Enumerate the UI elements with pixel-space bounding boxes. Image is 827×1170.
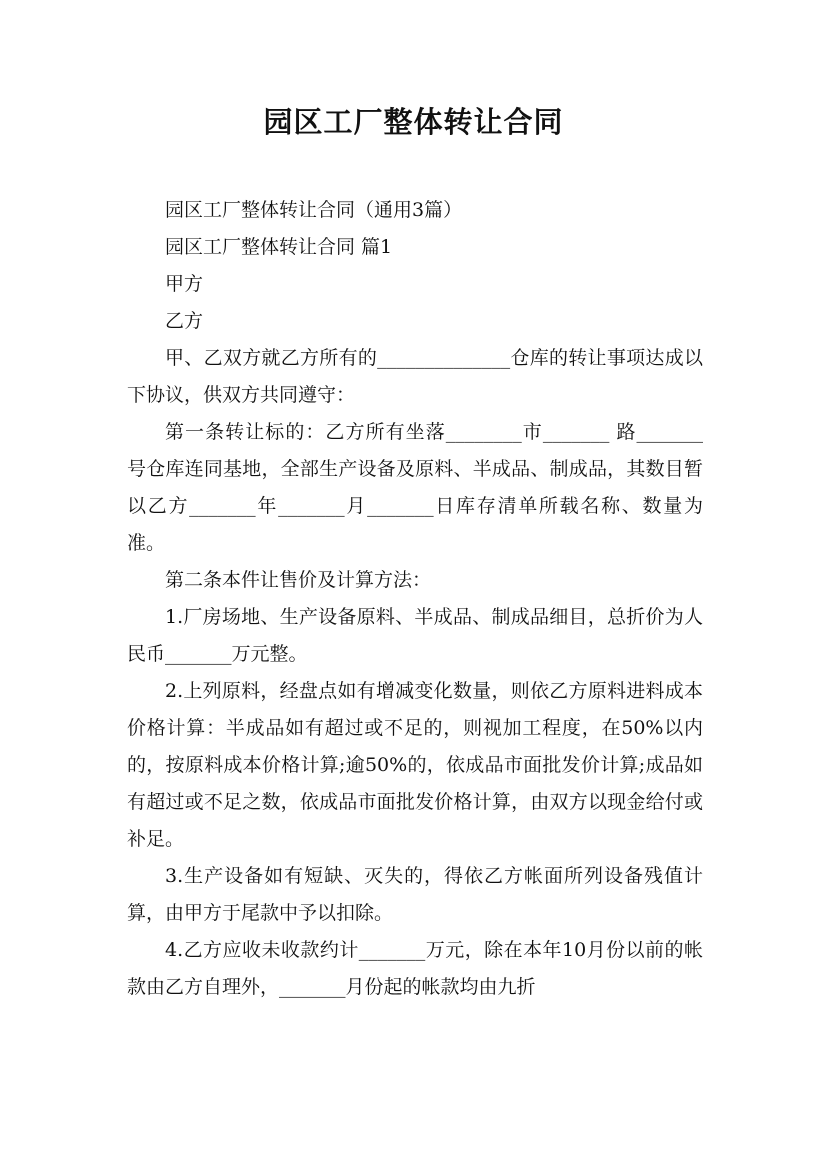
paragraph-article-2: 第二条本件让售价及计算方法： bbox=[165, 569, 432, 591]
paragraph-item-1: 1.厂房场地、生产设备原料、半成品、制成品细目，总折价为人民币_______万元整。 bbox=[127, 606, 703, 665]
document-body bbox=[127, 192, 703, 1006]
paragraph-item-2: 2.上列原料，经盘点如有增减变化数量，则依乙方原料进料成本价格计算：半成品如有超过或不足的，则视加工程度，在50%以内的，按原料成本价格计算;逾50%的，依成品市面批发价计算;成品如有超过或不足之数，依成品市面批发价格计算，由双方以现金给付或补足。 bbox=[127, 680, 703, 850]
paragraph-article-1: 第一条转让标的：乙方所有坐落________市_______ 路_______号仓库连同基地，全部生产设备及原料、半成品、制成品，其数目暂以乙方_______年_______月_______日库存清单所载名称、数量为准。 bbox=[127, 421, 703, 554]
paragraph-party-a: 甲方 bbox=[165, 273, 204, 295]
paragraph-party-b: 乙方 bbox=[165, 310, 204, 332]
document-title: 园区工厂整体转让合同 bbox=[263, 105, 564, 139]
paragraph-subtitle: 园区工厂整体转让合同（通用3篇） bbox=[165, 199, 463, 221]
paragraph-chapter-heading: 园区工厂整体转让合同 篇1 bbox=[165, 236, 393, 258]
paragraph-intro: 甲、乙双方就乙方所有的______________仓库的转让事项达成以下协议，供双方共同遵守： bbox=[127, 347, 703, 406]
paragraph-item-3: 3.生产设备如有短缺、灭失的，得依乙方帐面所列设备残值计算，由甲方于尾款中予以扣除。 bbox=[127, 865, 703, 924]
paragraph-item-4: 4.乙方应收未收款约计_______万元，除在本年10月份以前的帐款由乙方自理外，_______月份起的帐款均由九折 bbox=[127, 939, 703, 998]
